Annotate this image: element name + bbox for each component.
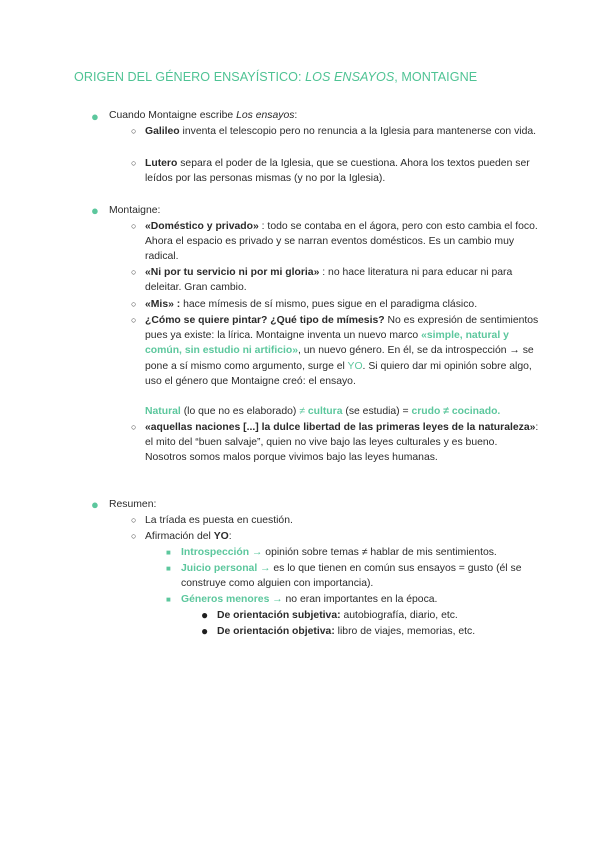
mis-text: hace mímesis de sí mismo, pues sigue en el paradigma clásico. (180, 299, 478, 310)
galileo-text: inventa el telescopio pero no renuncia a la Iglesia para mantenerse con vida. (179, 126, 537, 137)
natural-cultura-line (145, 404, 540, 419)
s1-intro-italic: Los ensayos (236, 110, 295, 121)
lutero-text: separa el poder de la Iglesia, que se cuestiona. Ahora los textos pueden ser leídos por las personas mismas (y no por la Iglesia). (145, 158, 530, 185)
subjetiva-text: autobiografía, diario, etc. (340, 610, 458, 621)
circle-bullet-icon: ○ (131, 315, 137, 325)
mis-label: «Mis» : (145, 299, 181, 310)
mimesis-text-2: , un nuevo género. En él, se da introspección → se pone a sí mismo como argumento, surge el (145, 345, 534, 372)
objetiva-text: libro de viajes, memorias, etc. (334, 626, 476, 637)
mimesis-question: ¿Cómo se quiere pintar? ¿Qué tipo de mímesis? (145, 315, 385, 326)
simple-natural-quote: «simple, natural y común, sin estudio ni artificio» (145, 330, 509, 357)
afirmacion-text: Afirmación del (145, 531, 214, 542)
list-item (145, 313, 540, 389)
bullet-icon: ● (91, 497, 99, 512)
list-item (217, 608, 537, 623)
naciones-text: : el mito del “buen salvaje”, quien no vive bajo las leyes culturales y es bueno. Nosotros somos malos porque vivimos bajo las leyes humanas. (145, 422, 539, 464)
cultura-desc: (se estudia) = (342, 406, 412, 417)
circle-bullet-icon: ○ (131, 267, 137, 277)
domestico-label: «Doméstico y privado» (145, 221, 259, 232)
list-item (145, 297, 540, 312)
generos-term: Géneros menores → (181, 594, 283, 605)
title-italic: LOS ENSAYOS (305, 70, 395, 84)
list-item (145, 219, 540, 265)
bullet-icon: ● (201, 624, 209, 638)
list-item (181, 592, 541, 607)
circle-bullet-icon: ○ (131, 221, 137, 231)
mimesis-text-3: . Si quiero dar mi opinión sobre algo, uso el género que Montaigne creó: el ensayo. (145, 360, 532, 387)
list-item (145, 156, 540, 186)
circle-bullet-icon: ○ (131, 158, 137, 168)
title-prefix: ORIGEN DEL GÉNERO ENSAYÍSTICO: (74, 70, 306, 84)
list-item (145, 265, 540, 295)
circle-bullet-icon: ○ (131, 299, 137, 309)
juicio-term: Juicio personal → (181, 563, 271, 574)
bullet-icon: ● (91, 203, 99, 218)
list-item (145, 420, 540, 466)
list-item (217, 624, 537, 639)
juicio-text: es lo que tienen en común sus ensayos = gusto (él se construye como alguien con importancia). (181, 563, 522, 590)
square-bullet-icon: ■ (166, 595, 171, 604)
natural-term: Natural (145, 406, 181, 417)
list-item: Montaigne: (109, 205, 161, 216)
domestico-text: : todo se contaba en el ágora, pero con esto cambia el foco. Ahora el espacio es privado y se narran eventos domésticos. Es un cambio muy radical. (145, 221, 538, 263)
square-bullet-icon: ■ (166, 564, 171, 573)
circle-bullet-icon: ○ (131, 515, 137, 525)
naciones-quote: «aquellas naciones [...] la dulce libertad de las primeras leyes de la naturaleza» (145, 422, 536, 433)
list-item: La tríada es puesta en cuestión. (145, 515, 293, 526)
servicio-text: : no hace literatura ni para educar ni para deleitar. Gran cambio. (145, 267, 513, 294)
not-equal-symbol: ≠ (299, 406, 305, 417)
square-bullet-icon: ■ (166, 548, 171, 557)
yo-bold: YO (213, 531, 229, 542)
title-suffix: , MONTAIGNE (394, 70, 478, 84)
bullet-icon: ● (91, 109, 99, 124)
cultura-term: cultura (304, 406, 343, 417)
list-item (181, 545, 541, 560)
crudo-cocinado: crudo ≠ cocinado. (411, 406, 501, 417)
afirmacion-end: : (228, 531, 232, 542)
mimesis-text-1: No es expresión de sentimientos pues ya existe: la lírica. Montaigne inventa un nuevo marco (145, 315, 539, 342)
introspeccion-term: Introspección → (181, 547, 263, 558)
s1-intro-end: : (294, 110, 298, 121)
list-item (145, 529, 540, 544)
circle-bullet-icon: ○ (131, 531, 137, 541)
list-item (145, 124, 540, 139)
generos-text: no eran importantes en la época. (282, 594, 438, 605)
circle-bullet-icon: ○ (131, 126, 137, 136)
lutero-label: Lutero (145, 158, 178, 169)
introspeccion-text: opinión sobre temas ≠ hablar de mis sentimientos. (262, 547, 497, 558)
subjetiva-label: De orientación subjetiva: (217, 610, 341, 621)
page-title (74, 70, 477, 84)
s1-intro: Cuando Montaigne escribe (109, 110, 237, 121)
objetiva-label: De orientación objetiva: (217, 626, 335, 637)
list-item: Resumen: (109, 499, 157, 510)
servicio-label: «Ni por tu servicio ni por mi gloria» (145, 267, 320, 278)
natural-desc: (lo que no es elaborado) (180, 406, 300, 417)
list-item (109, 108, 549, 123)
circle-bullet-icon: ○ (131, 422, 137, 432)
yo-highlight: YO (347, 360, 363, 372)
list-item (181, 561, 541, 591)
bullet-icon: ● (201, 608, 209, 622)
galileo-label: Galileo (145, 126, 180, 137)
